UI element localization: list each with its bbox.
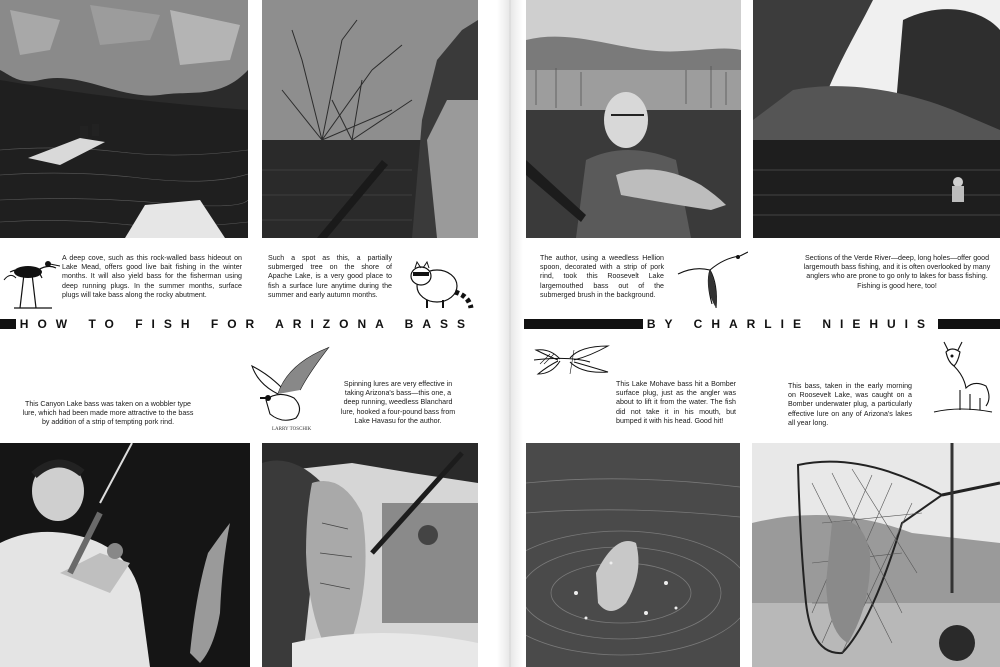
photo-lake-havasu-bass <box>262 443 478 667</box>
photo-roosevelt-net <box>752 443 1000 667</box>
title-bar-right-end-rule <box>938 319 1000 329</box>
photo-canyon-lake-angler <box>0 443 250 667</box>
page-gutter <box>497 0 523 667</box>
title-bar-right-rule <box>524 319 643 329</box>
stilt-bird-sketch <box>2 250 60 312</box>
photo-lake-mohave-bass-splash <box>526 443 740 667</box>
title-bar-left-rule <box>0 319 16 329</box>
title-bar-left <box>0 317 478 331</box>
caption-canyon-lake: This Canyon Lake bass was taken on a wobbler type lure, which had been made more attractive to the bass by addition of a strip of tempting pork rind. <box>22 400 194 427</box>
caption-verde-river: Sections of the Verde River—deep, long holes—offer good largemouth bass fishing, and it is often overlooked by many anglers who are prone to go only to lakes for bass fishing. Fishing is good here, too! <box>803 254 991 290</box>
caption-lake-mead: A deep cove, such as this rock-walled bass hideout on Lake Mead, offers good live bait fishing in the winter months. It will also yield bass for the fisherman using deep running plugs. In the summer months, surface plugs will take bass along the rocky abutment. <box>62 254 242 299</box>
artist-signature: LARRY TOSCHIK <box>272 427 312 432</box>
photo-apache-lake-tree <box>262 0 478 238</box>
deer-sketch <box>930 340 996 416</box>
article-title: HOW TO FISH FOR ARIZONA BASS <box>19 317 474 331</box>
photo-lake-mead-cove <box>0 0 248 238</box>
title-bar-right <box>524 317 1000 331</box>
caption-roosevelt-bomber: This bass, taken in the early morning on Roosevelt Lake, was caught on a Bomber underwater plug, a particularly effective lure on any of Arizona's lakes all year long. <box>788 382 912 427</box>
photo-author-roosevelt-bass <box>526 0 741 238</box>
photo-verde-river <box>753 0 1000 238</box>
caption-lake-mohave: This Lake Mohave bass hit a Bomber surface plug, just as the angler was about to lift it from the water. The fish did not take it in his mouth, but bumped it with his head. Good hit! <box>616 380 736 425</box>
raccoon-sketch <box>407 256 475 312</box>
heron-sketch <box>674 248 748 314</box>
article-byline: BY CHARLIE NIEHUIS <box>646 317 934 331</box>
duck-sketch <box>248 344 336 434</box>
caption-apache-lake: Such a spot as this, a partially submerged tree on the shore of Apache Lake, is a very good place to fish a surface lure anytime during the summer and early autumn months. <box>268 254 392 299</box>
caption-lake-havasu: Spinning lures are very effective in taking Arizona's bass—this one, a deep running, weedless Blanchard lure, hooked a four-pound bass from Lake Havasu for the author. <box>340 380 456 425</box>
caption-author-roosevelt: The author, using a weedless Hellion spoon, decorated with a strip of pork rind, took this Roosevelt Lake largemouthed bass out of the submerged brush in the background. <box>540 254 664 299</box>
dragonfly-sketch <box>530 344 612 384</box>
